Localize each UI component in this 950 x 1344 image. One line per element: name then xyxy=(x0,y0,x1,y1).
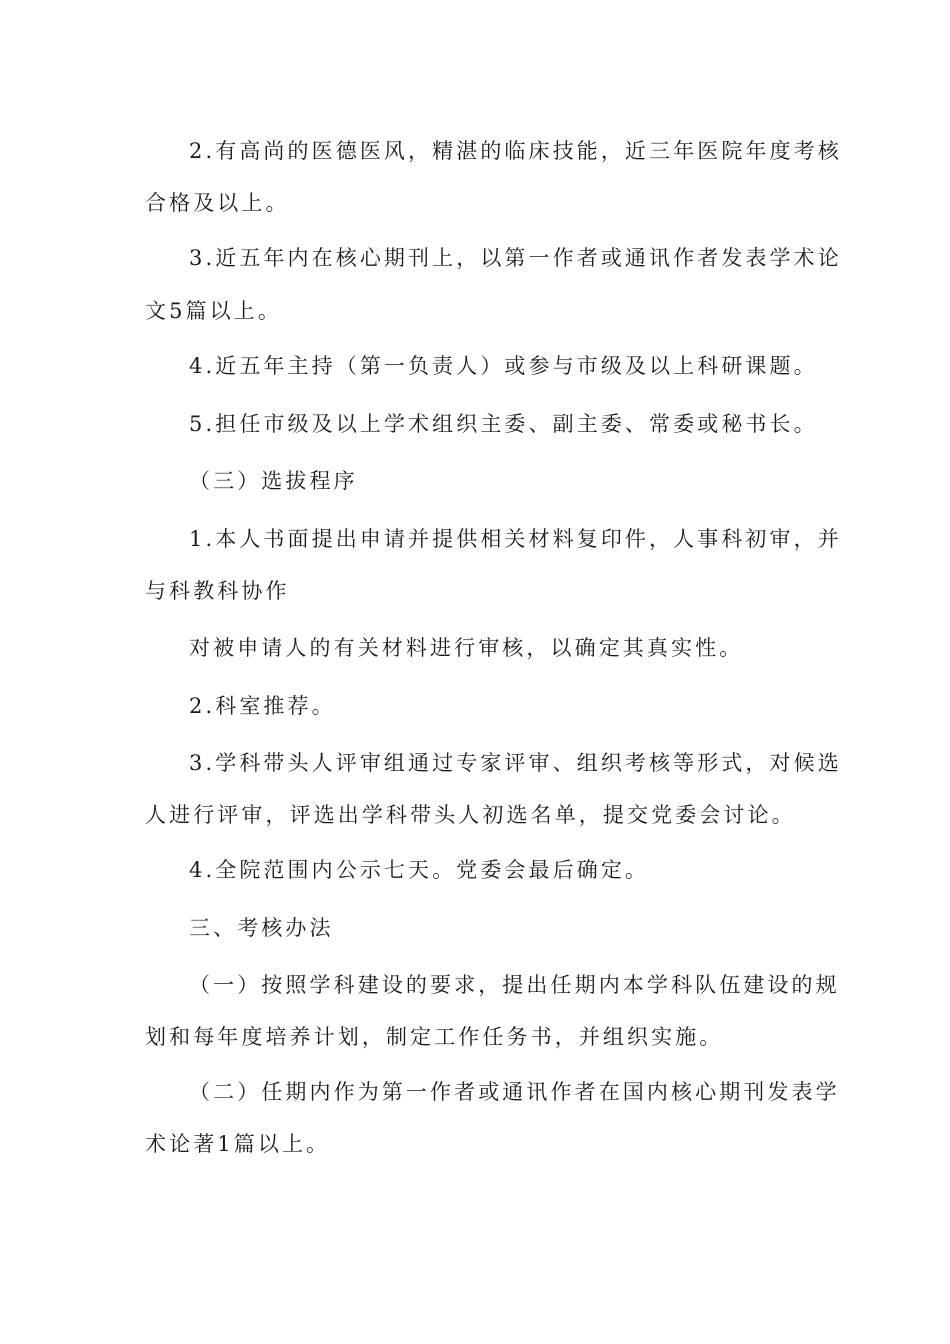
paragraph-line: 5.担任市级及以上学术组织主委、副主委、常委或秘书长。 xyxy=(189,412,818,436)
paragraph-line: 术论著1篇以上。 xyxy=(145,1132,331,1156)
paragraph-line: 对被申请人的有关材料进行审核，以确定其真实性。 xyxy=(189,636,744,660)
section-heading: （三）选拔程序 xyxy=(189,469,358,493)
paragraph-line: （一）按照学科建设的要求，提出任期内本学科队伍建设的规 xyxy=(189,973,840,997)
paragraph-line: 4.近五年主持（第一负责人）或参与市级及以上科研课题。 xyxy=(189,354,818,378)
paragraph-line: 文5篇以上。 xyxy=(145,299,282,323)
paragraph-line: 1.本人书面提出申请并提供相关材料复印件，人事科初审，并 xyxy=(189,527,842,551)
paragraph-line: 2.科室推荐。 xyxy=(189,694,336,718)
paragraph-line: 人进行评审，评选出学科带头人初选名单，提交党委会讨论。 xyxy=(145,803,796,827)
paragraph-line: 4.全院范围内公示七天。党委会最后确定。 xyxy=(189,858,650,882)
paragraph-line: 3.近五年内在核心期刊上，以第一作者或通讯作者发表学术论 xyxy=(189,246,842,270)
paragraph-line: （二）任期内作为第一作者或通讯作者在国内核心期刊发表学 xyxy=(189,1080,840,1104)
paragraph-line: 划和每年度培养计划，制定工作任务书，并组织实施。 xyxy=(145,1025,724,1049)
section-heading: 三、考核办法 xyxy=(189,916,334,940)
paragraph-line: 2.有高尚的医德医风，精湛的临床技能，近三年医院年度考核 xyxy=(189,139,842,163)
paragraph-line: 与科教科协作 xyxy=(145,579,290,603)
paragraph-line: 合格及以上。 xyxy=(145,191,290,215)
paragraph-line: 3.学科带头人评审组通过专家评审、组织考核等形式，对候选 xyxy=(189,751,842,775)
